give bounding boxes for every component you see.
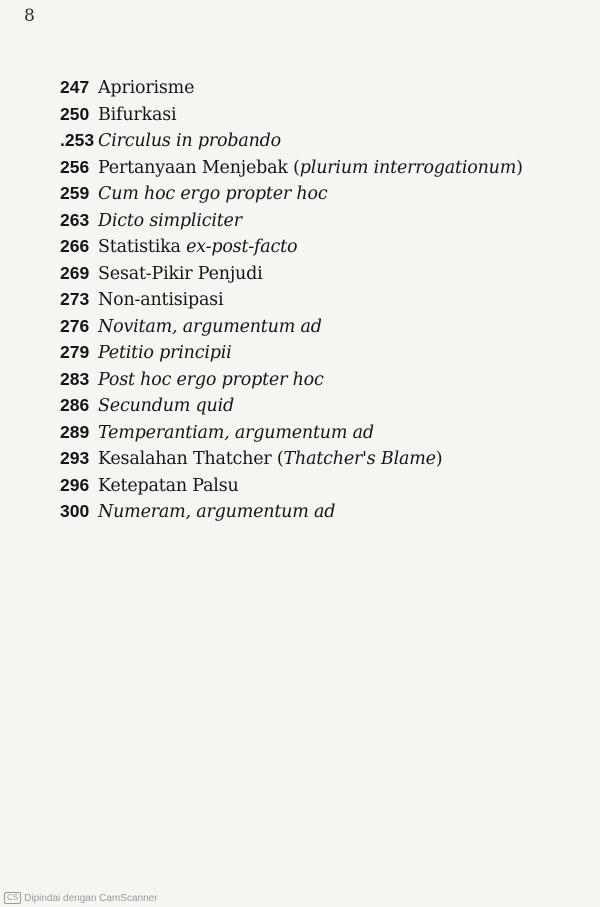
contents-entry xyxy=(60,260,580,287)
contents-entry xyxy=(60,207,580,234)
entry-title-part: Pertanyaan Menjebak ( xyxy=(98,157,300,178)
camscanner-icon: CS xyxy=(4,892,21,904)
contents-entry xyxy=(60,472,580,499)
entry-page-number: 273 xyxy=(60,289,90,309)
entry-title-part: ) xyxy=(435,449,443,469)
contents-entry xyxy=(60,392,580,419)
entry-page-number: 283 xyxy=(60,368,90,389)
entry-title xyxy=(98,184,327,204)
entry-title xyxy=(98,290,223,310)
entry-title xyxy=(98,264,263,284)
entry-title-part: Non-antisipasi xyxy=(98,290,224,310)
entry-page-number: 259 xyxy=(60,183,90,203)
contents-entry xyxy=(60,419,580,446)
contents-entry xyxy=(60,127,580,154)
entry-title-part: ) xyxy=(516,157,523,178)
entry-title xyxy=(98,343,232,363)
entry-title-part: Sesat-Pikir Penjudi xyxy=(98,263,263,284)
contents-entry xyxy=(60,445,580,472)
entry-page-number: 279 xyxy=(60,342,90,362)
entry-title xyxy=(98,105,176,125)
entry-title-part: Novitam, argumentum ad xyxy=(98,316,322,337)
entry-title-part: Numeram, argumentum ad xyxy=(98,502,336,522)
entry-title-part: ex-post-facto xyxy=(186,237,298,257)
contents-list xyxy=(60,74,580,525)
entry-page-number: 300 xyxy=(60,501,90,521)
entry-title xyxy=(98,158,523,178)
entry-title xyxy=(98,396,234,416)
contents-entry xyxy=(60,74,580,101)
entry-title-part: Cum hoc ergo propter hoc xyxy=(98,184,328,204)
entry-title-part: Kesalahan Thatcher ( xyxy=(98,449,284,469)
contents-entry xyxy=(60,366,580,393)
entry-title xyxy=(98,317,322,337)
entry-title xyxy=(98,423,374,443)
contents-entry xyxy=(60,154,580,181)
entry-title-part: Bifurkasi xyxy=(98,104,177,125)
entry-title xyxy=(98,78,194,98)
entry-page-number: .253 xyxy=(60,130,95,150)
entry-page-number: 250 xyxy=(60,103,90,124)
entry-page-number: 247 xyxy=(60,77,90,97)
entry-page-number: 263 xyxy=(60,209,90,230)
entry-title-part: plurium interrogationum xyxy=(299,157,517,178)
entry-title xyxy=(98,131,281,151)
entry-title xyxy=(98,449,442,469)
contents-entry xyxy=(60,286,580,313)
entry-title xyxy=(98,211,242,231)
scanner-watermark xyxy=(4,892,158,904)
entry-page-number: 296 xyxy=(60,474,90,495)
entry-page-number: 286 xyxy=(60,395,90,415)
contents-entry xyxy=(60,313,580,340)
entry-title-part: Apriorisme xyxy=(98,78,195,98)
contents-entry xyxy=(60,180,580,207)
entry-title-part: Statistika xyxy=(98,237,187,257)
entry-title xyxy=(98,237,297,257)
contents-entry xyxy=(60,498,580,525)
entry-title-part: Petitio principii xyxy=(98,343,232,363)
entry-title-part: Dicto simpliciter xyxy=(98,210,242,231)
page-number: 8 xyxy=(24,6,35,26)
contents-entry xyxy=(60,233,580,260)
entry-page-number: 289 xyxy=(60,421,90,442)
entry-title xyxy=(98,476,239,496)
entry-title-part: Thatcher's Blame xyxy=(283,449,436,469)
entry-page-number: 276 xyxy=(60,315,90,336)
watermark-text: Dipindai dengan CamScanner xyxy=(24,892,158,904)
entry-title-part: Secundum quid xyxy=(98,396,234,416)
entry-page-number: 269 xyxy=(60,262,90,283)
entry-title-part: Circulus in probando xyxy=(98,131,282,151)
contents-entry xyxy=(60,101,580,128)
entry-page-number: 293 xyxy=(60,448,90,468)
entry-title-part: Post hoc ergo propter hoc xyxy=(98,369,324,390)
entry-title xyxy=(98,370,324,390)
entry-title-part: Temperantiam, argumentum ad xyxy=(98,422,374,443)
entry-page-number: 256 xyxy=(60,156,90,177)
contents-entry xyxy=(60,339,580,366)
entry-title-part: Ketepatan Palsu xyxy=(98,475,239,496)
entry-title xyxy=(98,502,335,522)
entry-page-number: 266 xyxy=(60,236,90,256)
